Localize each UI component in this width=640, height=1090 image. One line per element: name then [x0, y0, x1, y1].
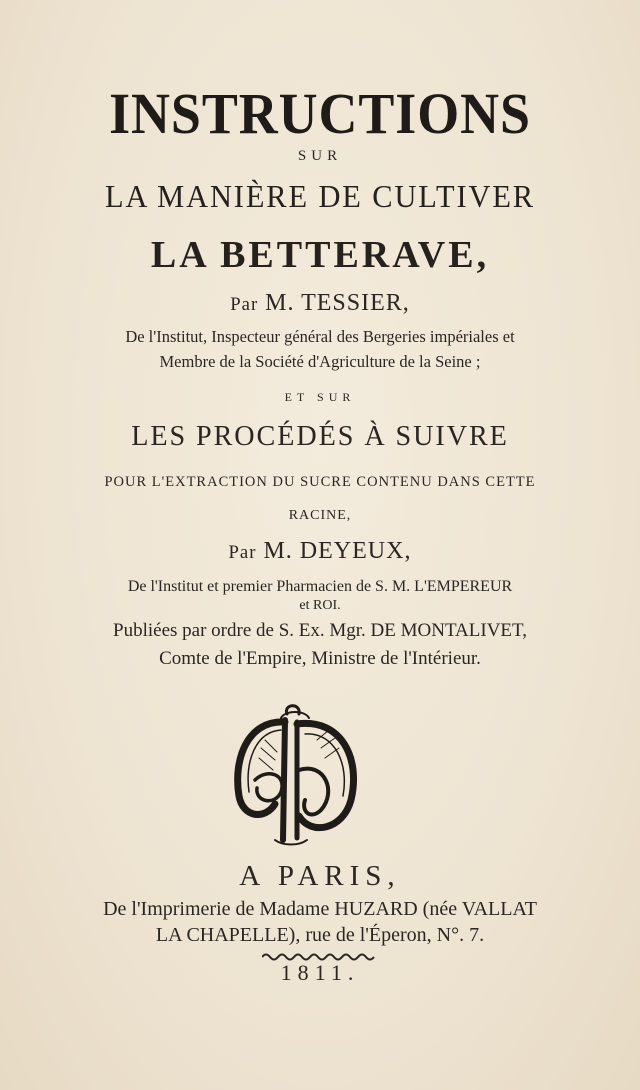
extraction-line-2: RACINE,: [288, 508, 352, 523]
subject-line-2: LA BETTERAVE,: [150, 234, 490, 276]
subject-line-1: LA MANIÈRE DE CULTIVER: [105, 178, 535, 214]
publication-year: 1811.: [280, 960, 360, 985]
printer-monogram-emblem-icon: [225, 700, 365, 850]
author-2-par: Par: [228, 542, 257, 563]
author-1-description-line-2: Membre de la Société d'Agriculture de la Seine ;: [159, 352, 481, 371]
place-of-publication: A PARIS,: [239, 860, 401, 892]
author-1-description-line-1: De l'Institut, Inspecteur général des Bergeries impériales et: [125, 327, 515, 346]
author-1-par: Par: [230, 294, 259, 315]
published-by-line-2: Comte de l'Empire, Ministre de l'Intérieur.: [159, 648, 481, 669]
procedes-heading: LES PROCÉDÉS À SUIVRE: [131, 420, 509, 452]
author-2-description-line-2: et ROI.: [299, 598, 341, 613]
author-2-description-line-1: De l'Institut et premier Pharmacien de S. M. L'EMPEREUR: [127, 578, 513, 595]
author-1-name: M. TESSIER,: [265, 290, 410, 316]
printer-line-2: LA CHAPELLE), rue de l'Éperon, N°. 7.: [155, 924, 485, 946]
et-sur-label: ET SUR: [284, 390, 356, 404]
author-1-byline: [0, 290, 640, 317]
page-title: INSTRUCTIONS: [109, 81, 531, 146]
sur-label: SUR: [297, 148, 343, 164]
published-by-line-1: Publiées par ordre de S. Ex. Mgr. DE MONTALIVET,: [113, 620, 527, 641]
printer-line-1: De l'Imprimerie de Madame HUZARD (née VALLAT: [103, 898, 537, 920]
author-2-byline: [0, 538, 640, 565]
author-2-name: M. DEYEUX,: [263, 538, 412, 564]
extraction-line-1: POUR L'EXTRACTION DU SUCRE CONTENU DANS CETTE: [104, 474, 536, 490]
